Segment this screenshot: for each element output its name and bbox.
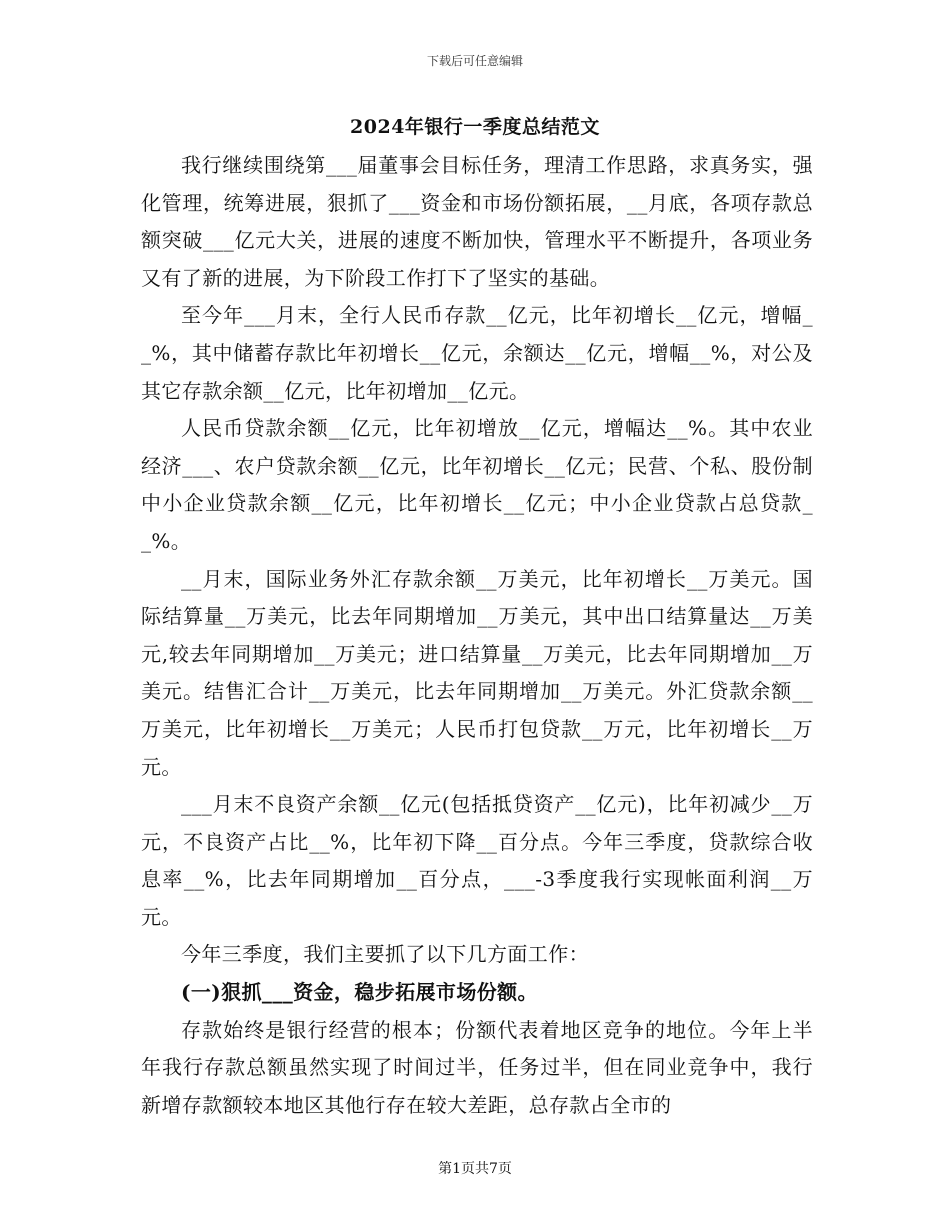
paragraph: 人民币贷款余额__亿元，比年初增放__亿元，增幅达__%。其中农业经济___、农户贷款余额__亿元，比年初增长__亿元；民营、个私、股份制中小企业贷款余额__亿元，比年初增长__亿元；中小企业贷款占总贷款__%。 [141,416,813,553]
paragraph: 至今年___月末，全行人民币存款__亿元，比年初增长__亿元，增幅__%，其中储蓄存款比年初增长__亿元，余额达__亿元，增幅__%，对公及其它存款余额__亿元，比年初增加__亿元。 [141,303,813,403]
document-body [141,147,813,1124]
paragraph: ___月末不良资产余额__亿元(包括抵贷资产__亿元)，比年初减少__万元，不良资产占比__%，比年初下降__百分点。今年三季度，贷款综合收息率__%，比去年同期增加__百分点，___-3季度我行实现帐面利润__万元。 [141,792,813,929]
page-number-footer: 第1页共7页 [438,1161,512,1177]
paragraph: 今年三季度，我们主要抓了以下几方面工作： [181,942,589,967]
paragraph: 存款始终是银行经营的根本；份额代表着地区竞争的地位。今年上半年我行存款总额虽然实现了时间过半，任务过半，但在同业竞争中，我行新增存款额较本地区其他行存在较大差距，总存款占全市的 [141,1017,813,1117]
section-heading: (一)狠抓___资金，稳步拓展市场份额。 [181,980,538,1005]
header-note: 下载后可任意编辑 [426,54,523,68]
document-title: 2024年银行一季度总结范文 [350,116,600,138]
paragraph: 我行继续围绕第___届董事会目标任务，理清工作思路，求真务实，强化管理，统筹进展，狠抓了___资金和市场份额拓展，__月底，各项存款总额突破___亿元大关，进展的速度不断加快，管理水平不断提升，各项业务又有了新的进展，为下阶段工作打下了坚实的基础。 [141,153,813,290]
paragraph: __月末，国际业务外汇存款余额__万美元，比年初增长__万美元。国际结算量__万美元，比去年同期增加__万美元，其中出口结算量达__万美元,较去年同期增加__万美元；进口结算量__万美元，比去年同期增加__万美元。结售汇合计__万美元，比去年同期增加__万美元。外汇贷款余额__万美元，比年初增长__万美元；人民币打包贷款__万元，比年初增长__万元。 [141,566,813,779]
